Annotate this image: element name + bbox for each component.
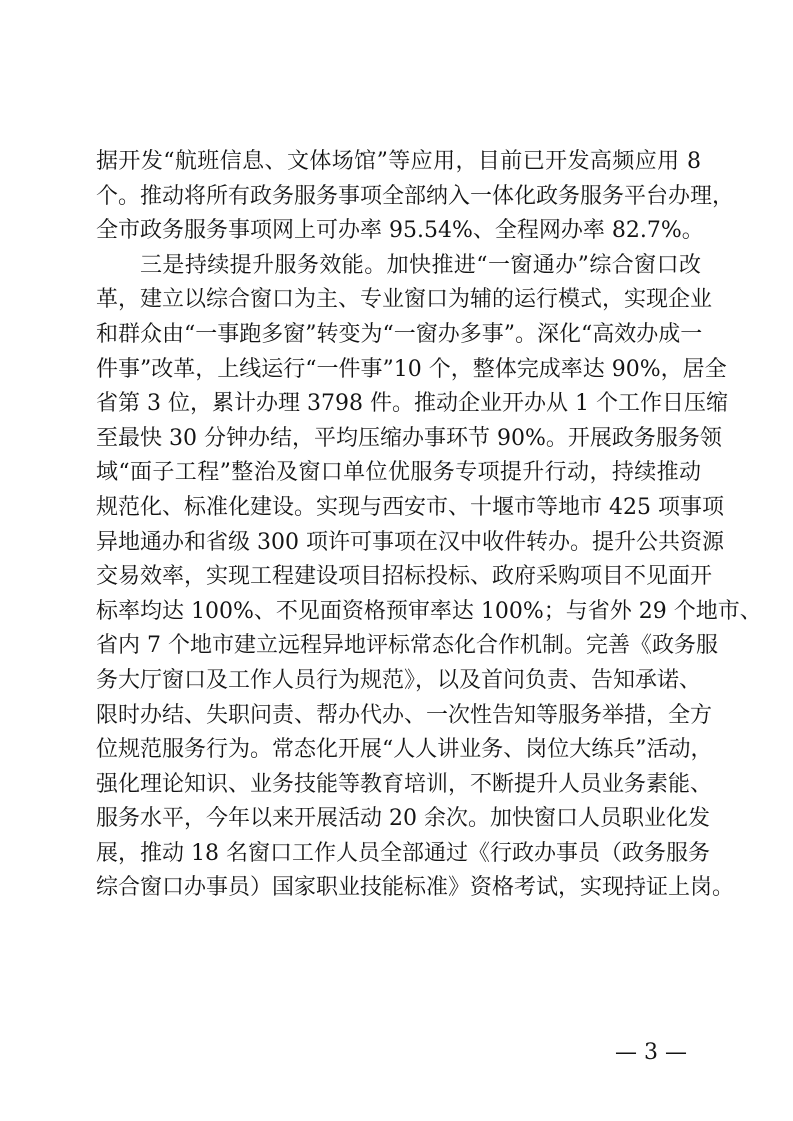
text-line: 革，建立以综合窗口为主、专业窗口为辅的运行模式，实现企业 [96, 287, 713, 313]
text-line: 强化理论知识、业务技能等教育培训，不断提升人员业务素能、 [96, 771, 713, 797]
text-line: 限时办结、失职问责、帮办代办、一次性告知等服务举措，全方 [96, 702, 713, 728]
text-line: 和群众由“一事跑多窗”转变为“一窗办多事”。深化“高效办成一 [96, 321, 703, 347]
text-line: 位规范服务行为。常态化开展“人人讲业务、岗位大练兵”活动， [96, 737, 713, 763]
text-line: 至最快 30 分钟办结，平均压缩办事环节 90%。开展政务服务领 [96, 425, 722, 451]
body-text [96, 145, 762, 906]
page-number: — 3 — [615, 1040, 687, 1065]
text-line: 规范化、标准化建设。实现与西安市、十堰市等地市 425 项事项 [96, 494, 724, 520]
text-line: 务大厅窗口及工作人员行为规范》，以及首问负责、告知承诺、 [96, 667, 702, 693]
text-line: 省第 3 位，累计办理 3798 件。推动企业开办从 1 个工作日压缩 [96, 391, 728, 417]
text-line: 综合窗口办事员）国家职业技能标准》资格考试，实现持证上岗。 [96, 875, 735, 901]
text-line: 展，推动 18 名窗口工作人员全部通过《行政办事员（政务服务 [96, 840, 710, 866]
text-line: 据开发“航班信息、文体场馆”等应用，目前已开发高频应用 8 [96, 149, 701, 174]
text-line: 域“面子工程”整治及窗口单位优服务专项提升行动，持续推动 [96, 460, 701, 486]
text-line: 件事”改革，上线运行“一件事”10 个，整体完成率达 90%，居全 [96, 356, 727, 382]
text-line: 标率均达 100%、不见面资格预审率达 100%；与省外 29 个地市、 [96, 598, 762, 624]
text-line: 交易效率，实现工程建设项目招标投标、政府采购项目不见面开 [96, 564, 713, 590]
paragraph-first-line: 三是持续提升服务效能。加快推进“一窗通办”综合窗口改 [140, 252, 701, 278]
text-line: 服务水平，今年以来开展活动 20 余次。加快窗口人员职业化发 [96, 806, 710, 832]
text-line: 异地通办和省级 300 项许可事项在汉中收件转办。提升公共资源 [96, 529, 724, 555]
text-line: 个。推动将所有政务服务事项全部纳入一体化政务服务平台办理， [96, 183, 735, 209]
text-line: 省内 7 个地市建立远程异地评标常态化合作机制。完善《政务服 [96, 633, 718, 659]
text-line: 全市政务服务事项网上可办率 95.54%、全程网办率 82.7%。 [96, 218, 704, 244]
